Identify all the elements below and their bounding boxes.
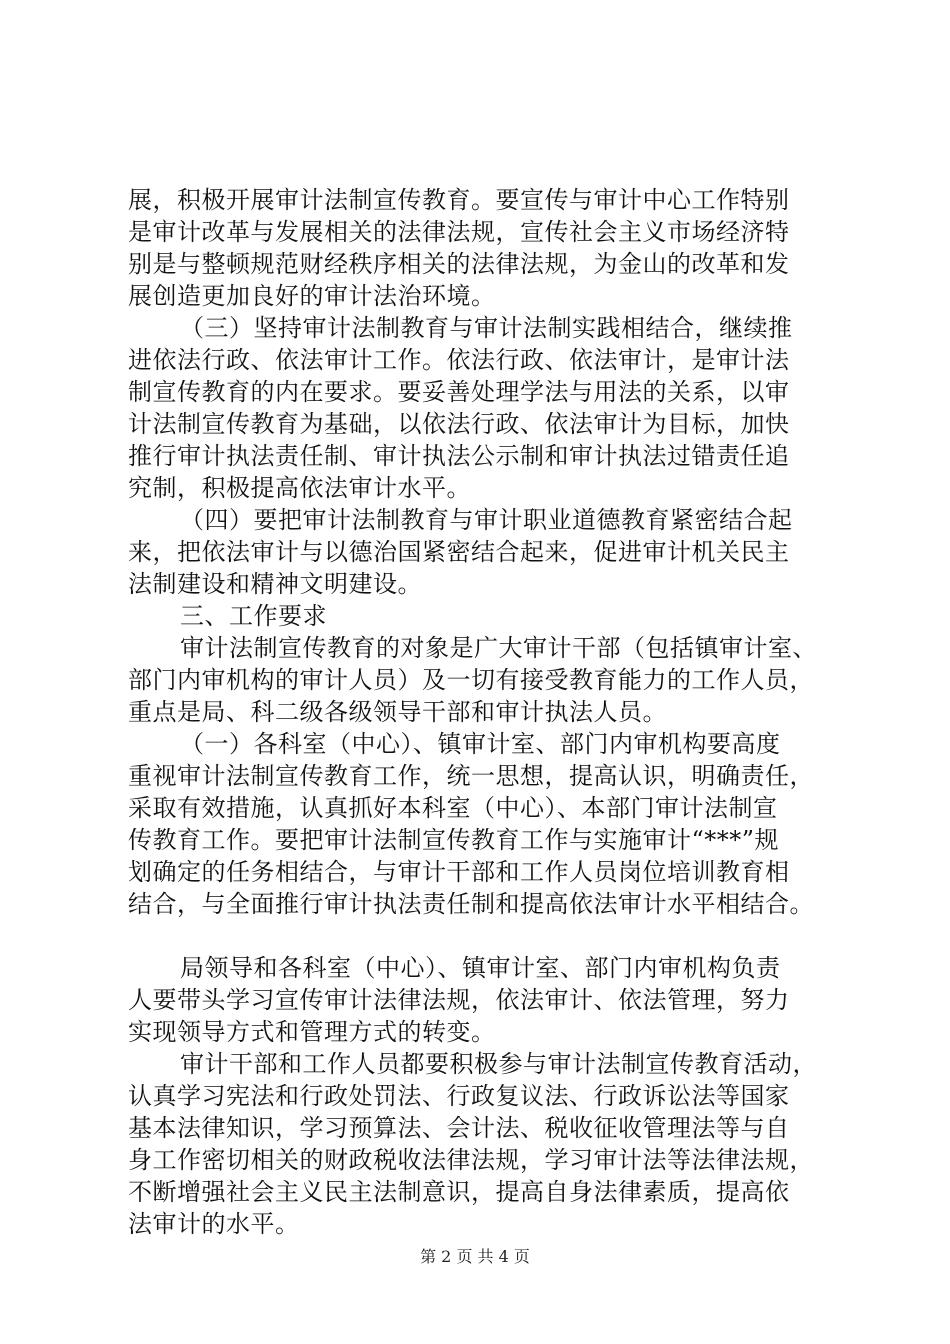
section-heading: 三、工作要求 [180, 602, 327, 630]
paragraph-line: 实现领导方式和管理方式的转变。 [128, 1018, 496, 1046]
paragraph-line: 计法制宣传教育为基础，以依法行政、依法审计为目标，加快 [128, 410, 790, 438]
paragraph-line: 局领导和各科室（中心）、镇审计室、部门内审机构负责 [180, 954, 781, 982]
paragraph-line: 是审计改革与发展相关的法律法规，宣传社会主义市场经济特 [128, 218, 790, 246]
paragraph-line: 部门内审机构的审计人员）及一切有接受教育能力的工作人员， [128, 666, 814, 694]
paragraph-line: 究制，积极提高依法审计水平。 [128, 474, 471, 502]
paragraph-line: （一）各科室（中心）、镇审计室、部门内审机构要高度 [180, 730, 781, 758]
paragraph-line: 基本法律知识，学习预算法、会计法、税收征收管理法等与自 [128, 1114, 790, 1142]
page-number-footer: 第 2 页 共 4 页 [420, 1247, 530, 1266]
paragraph-line: （四）要把审计法制教育与审计职业道德教育紧密结合起 [180, 506, 793, 534]
paragraph-line: 审计法制宣传教育的对象是广大审计干部（包括镇审计室、 [180, 634, 817, 662]
paragraph-line: 制宣传教育的内在要求。要妥善处理学法与用法的关系，以审 [128, 378, 790, 406]
paragraph-line: （三）坚持审计法制教育与审计法制实践相结合，继续推 [180, 314, 793, 342]
paragraph-line: 身工作密切相关的财政税收法律法规，学习审计法等法律法规， [128, 1146, 814, 1174]
paragraph-line: 认真学习宪法和行政处罚法、行政复议法、行政诉讼法等国家 [128, 1082, 790, 1110]
paragraph-line: 重点是局、科二级各级领导干部和审计执法人员。 [128, 698, 667, 726]
paragraph-line: 展创造更加良好的审计法治环境。 [128, 282, 496, 310]
paragraph-line: 重视审计法制宣传教育工作，统一思想，提高认识，明确责任， [128, 762, 814, 790]
paragraph-line: 来，把依法审计与以德治国紧密结合起来，促进审计机关民主 [128, 538, 790, 566]
paragraph-line: 不断增强社会主义民主法制意识，提高自身法律素质，提高依 [128, 1178, 790, 1206]
paragraph-line: 人要带头学习宣传审计法律法规，依法审计、依法管理，努力 [128, 986, 790, 1014]
paragraph-line: 展，积极开展审计法制宣传教育。要宣传与审计中心工作特别 [128, 186, 790, 214]
paragraph-line: 传教育工作。要把审计法制宣传教育工作与实施审计“***”规 [128, 826, 780, 854]
paragraph-line: 推行审计执法责任制、审计执法公示制和审计执法过错责任追 [128, 442, 790, 470]
paragraph-line: 法审计的水平。 [128, 1210, 300, 1238]
paragraph-line: 进依法行政、依法审计工作。依法行政、依法审计，是审计法 [128, 346, 790, 374]
paragraph-line: 审计干部和工作人员都要积极参与审计法制宣传教育活动， [180, 1050, 817, 1078]
paragraph-line: 结合，与全面推行审计执法责任制和提高依法审计水平相结合。 [128, 890, 814, 918]
paragraph-line: 法制建设和精神文明建设。 [128, 570, 422, 598]
paragraph-line: 采取有效措施，认真抓好本科室（中心）、本部门审计法制宣 [128, 794, 778, 822]
paragraph-line: 别是与整顿规范财经秩序相关的法律法规，为金山的改革和发 [128, 250, 790, 278]
paragraph-line: 划确定的任务相结合，与审计干部和工作人员岗位培训教育相 [128, 858, 790, 886]
